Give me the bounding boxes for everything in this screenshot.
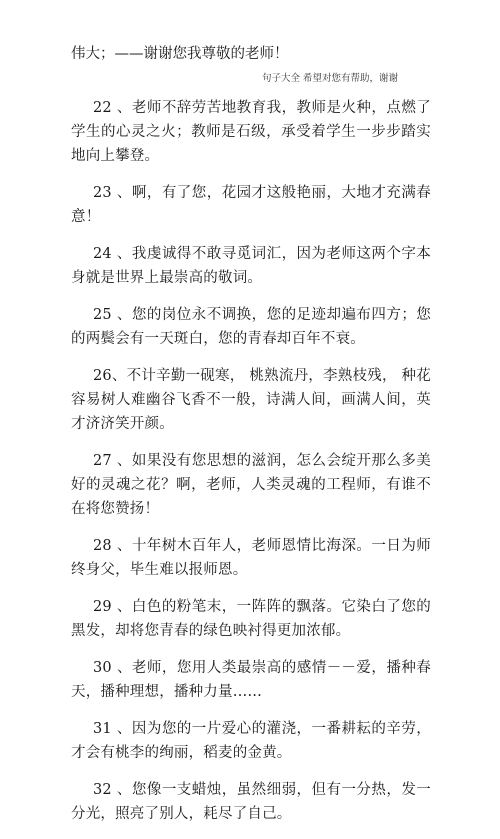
- entry-26: 26、不计辛勤一砚寒， 桃熟流丹，李熟枝残， 种花容易树人难幽谷飞香不一般，诗满人间，画满人间，英才济济笑开颜。: [71, 368, 431, 432]
- entry-32: 32 、您像一支蜡烛，虽然细弱，但有一分热，发一分光，照亮了别人，耗尽了自己。: [71, 782, 431, 822]
- source-note: 句子大全 希望对您有帮助，谢谢: [262, 73, 399, 84]
- entry-29: 29 、白色的粉笔末，一阵阵的飘落。它染白了您的黑发，却将您青春的绿色映衬得更加浓郁。: [71, 599, 431, 639]
- entry-28: 28 、十年树木百年人，老师恩情比海深。一日为师终身父，毕生难以报师恩。: [71, 538, 431, 578]
- entry-30: 30 、老师，您用人类最崇高的感情－－爱，播种春天，播种理想，播种力量……: [71, 660, 431, 700]
- entry-22: 22 、老师不辞劳苦地教育我，教师是火种，点燃了学生的心灵之火；教师是石级，承受着学生一步步踏实地向上攀登。: [71, 100, 431, 164]
- entry-27: 27 、如果没有您思想的滋润，怎么会绽开那么多美好的灵魂之花？啊，老师，人类灵魂的工程师，有谁不在将您赞扬！: [71, 453, 431, 517]
- entry-24: 24 、我虔诚得不敢寻觅词汇，因为老师这两个字本身就是世界上最崇高的敬词。: [71, 246, 431, 286]
- entry-25: 25 、您的岗位永不调换，您的足迹却遍布四方；您的两鬓会有一天斑白，您的青春却百年不衰。: [71, 307, 431, 347]
- entry-list: [71, 96, 431, 839]
- entry-23: 23 、啊，有了您，花园才这般艳丽，大地才充满春意！: [71, 185, 431, 225]
- entry-31: 31 、因为您的一片爱心的灌浇，一番耕耘的辛劳，才会有桃李的绚丽，稻麦的金黄。: [71, 721, 431, 761]
- intro-line: 伟大；——谢谢您我尊敬的老师！: [71, 46, 289, 62]
